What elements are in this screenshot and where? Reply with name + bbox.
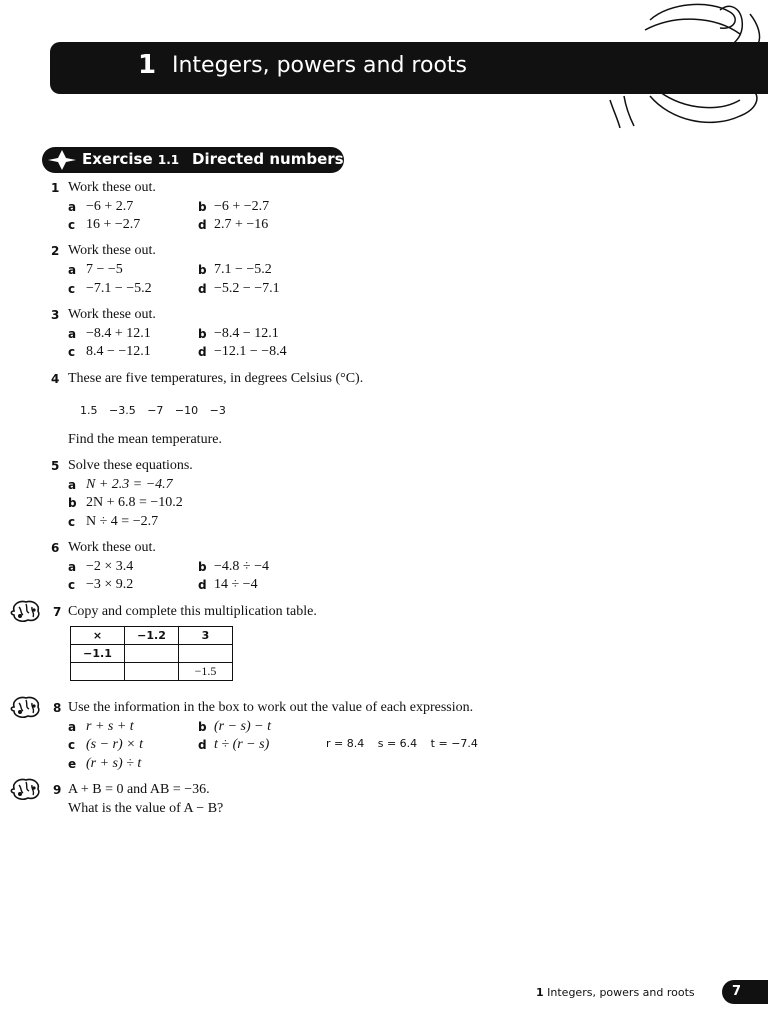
part-expression: t ÷ (r − s): [214, 737, 270, 752]
part-label: b: [198, 263, 207, 277]
part-label: d: [198, 282, 207, 296]
part-equation: N ÷ 4 = −2.7: [86, 514, 159, 529]
part-expression: 7.1 − −5.2: [214, 262, 272, 277]
table-column-header: 3: [179, 627, 233, 645]
table-row-header: [71, 663, 125, 681]
part-expression: 8.4 − −12.1: [86, 344, 151, 359]
question-prompt: Work these out.: [68, 180, 156, 195]
part-expression: −5.2 − −7.1: [214, 281, 280, 296]
temperature-list: 1.5 −3.5 −7 −10 −3: [80, 404, 226, 417]
part-label: b: [198, 327, 207, 341]
part-equation: 2N + 6.8 = −10.2: [86, 495, 183, 510]
part-label: a: [68, 560, 77, 574]
question-number: 1: [51, 181, 60, 195]
part-label: a: [68, 263, 77, 277]
part-label: a: [68, 200, 77, 214]
exercise-label: Exercise 1.1: [82, 150, 180, 168]
question-follow-up: Find the mean temperature.: [68, 432, 222, 447]
part-expression: −7.1 − −5.2: [86, 281, 152, 296]
part-label: d: [198, 578, 207, 592]
part-label: c: [68, 515, 76, 529]
part-expression: −3 × 9.2: [86, 577, 134, 592]
part-label: a: [68, 478, 77, 492]
part-label: d: [198, 218, 207, 232]
question-prompt: Solve these equations.: [68, 458, 193, 473]
question-number: 6: [51, 541, 60, 555]
value-t: t = −7.4: [430, 737, 478, 750]
part-expression: 7 − −5: [86, 262, 123, 277]
table-cell: [179, 645, 233, 663]
chapter-number: 1: [138, 50, 157, 80]
table-cell: [125, 645, 179, 663]
question-text: What is the value of A − B?: [68, 801, 224, 816]
question-number: 2: [51, 244, 60, 258]
question-number: 5: [51, 459, 60, 473]
question-number: 8: [53, 701, 62, 715]
part-expression: r + s + t: [86, 719, 134, 734]
table-cell: [125, 663, 179, 681]
question-number: 9: [53, 783, 62, 797]
part-expression: −6 + 2.7: [86, 199, 134, 214]
part-expression: −12.1 − −8.4: [214, 344, 287, 359]
part-expression: −2 × 3.4: [86, 559, 134, 574]
part-label: b: [198, 200, 207, 214]
part-expression: (r + s) ÷ t: [86, 756, 142, 771]
part-expression: 2.7 + −16: [214, 217, 269, 232]
part-expression: −6 + −2.7: [214, 199, 270, 214]
chapter-title: Integers, powers and roots: [172, 53, 467, 78]
exercise-title: Directed numbers: [192, 150, 344, 168]
question-prompt: Work these out.: [68, 540, 156, 555]
question-number: 4: [51, 372, 60, 386]
footer-chapter: 1 Integers, powers and roots: [536, 986, 695, 999]
table-corner: ×: [71, 627, 125, 645]
brain-icon: [8, 694, 42, 720]
question-text: A + B = 0 and AB = −36.: [68, 782, 210, 797]
part-label: d: [198, 345, 207, 359]
part-expression: −8.4 + 12.1: [86, 326, 151, 341]
part-label: a: [68, 720, 77, 734]
question-prompt: These are five temperatures, in degrees Celsius (°C).: [68, 371, 364, 386]
question-prompt: Work these out.: [68, 307, 156, 322]
variable-values-box: [326, 737, 488, 750]
part-label: a: [68, 327, 77, 341]
value-r: r = 8.4: [326, 737, 365, 750]
table-column-header: −1.2: [125, 627, 179, 645]
part-expression: −8.4 − 12.1: [214, 326, 279, 341]
part-label: d: [198, 738, 207, 752]
question-prompt: Use the information in the box to work out the value of each expression.: [68, 700, 474, 715]
part-expression: (s − r) × t: [86, 737, 144, 752]
part-label: c: [68, 578, 76, 592]
value-s: s = 6.4: [377, 737, 418, 750]
part-equation: N + 2.3 = −4.7: [86, 477, 173, 492]
swirl-decoration-icon: [590, 0, 768, 135]
brain-icon: [8, 776, 42, 802]
part-expression: 14 ÷ −4: [214, 577, 258, 592]
part-label: c: [68, 218, 76, 232]
diamond-icon: [48, 150, 76, 170]
table-cell: −1.5: [179, 663, 233, 681]
question-prompt: Copy and complete this multiplication table.: [68, 604, 317, 619]
part-expression: 16 + −2.7: [86, 217, 141, 232]
part-expression: −4.8 ÷ −4: [214, 559, 269, 574]
question-number: 3: [51, 308, 60, 322]
part-label: c: [68, 345, 76, 359]
part-label: c: [68, 282, 76, 296]
part-label: b: [198, 720, 207, 734]
multiplication-table: [70, 626, 233, 681]
part-label: c: [68, 738, 76, 752]
page-number: 7: [722, 980, 768, 1004]
part-label: e: [68, 757, 77, 771]
question-prompt: Work these out.: [68, 243, 156, 258]
brain-icon: [8, 598, 42, 624]
part-label: b: [68, 496, 77, 510]
table-row-header: −1.1: [71, 645, 125, 663]
question-number: 7: [53, 605, 62, 619]
part-label: b: [198, 560, 207, 574]
part-expression: (r − s) − t: [214, 719, 272, 734]
